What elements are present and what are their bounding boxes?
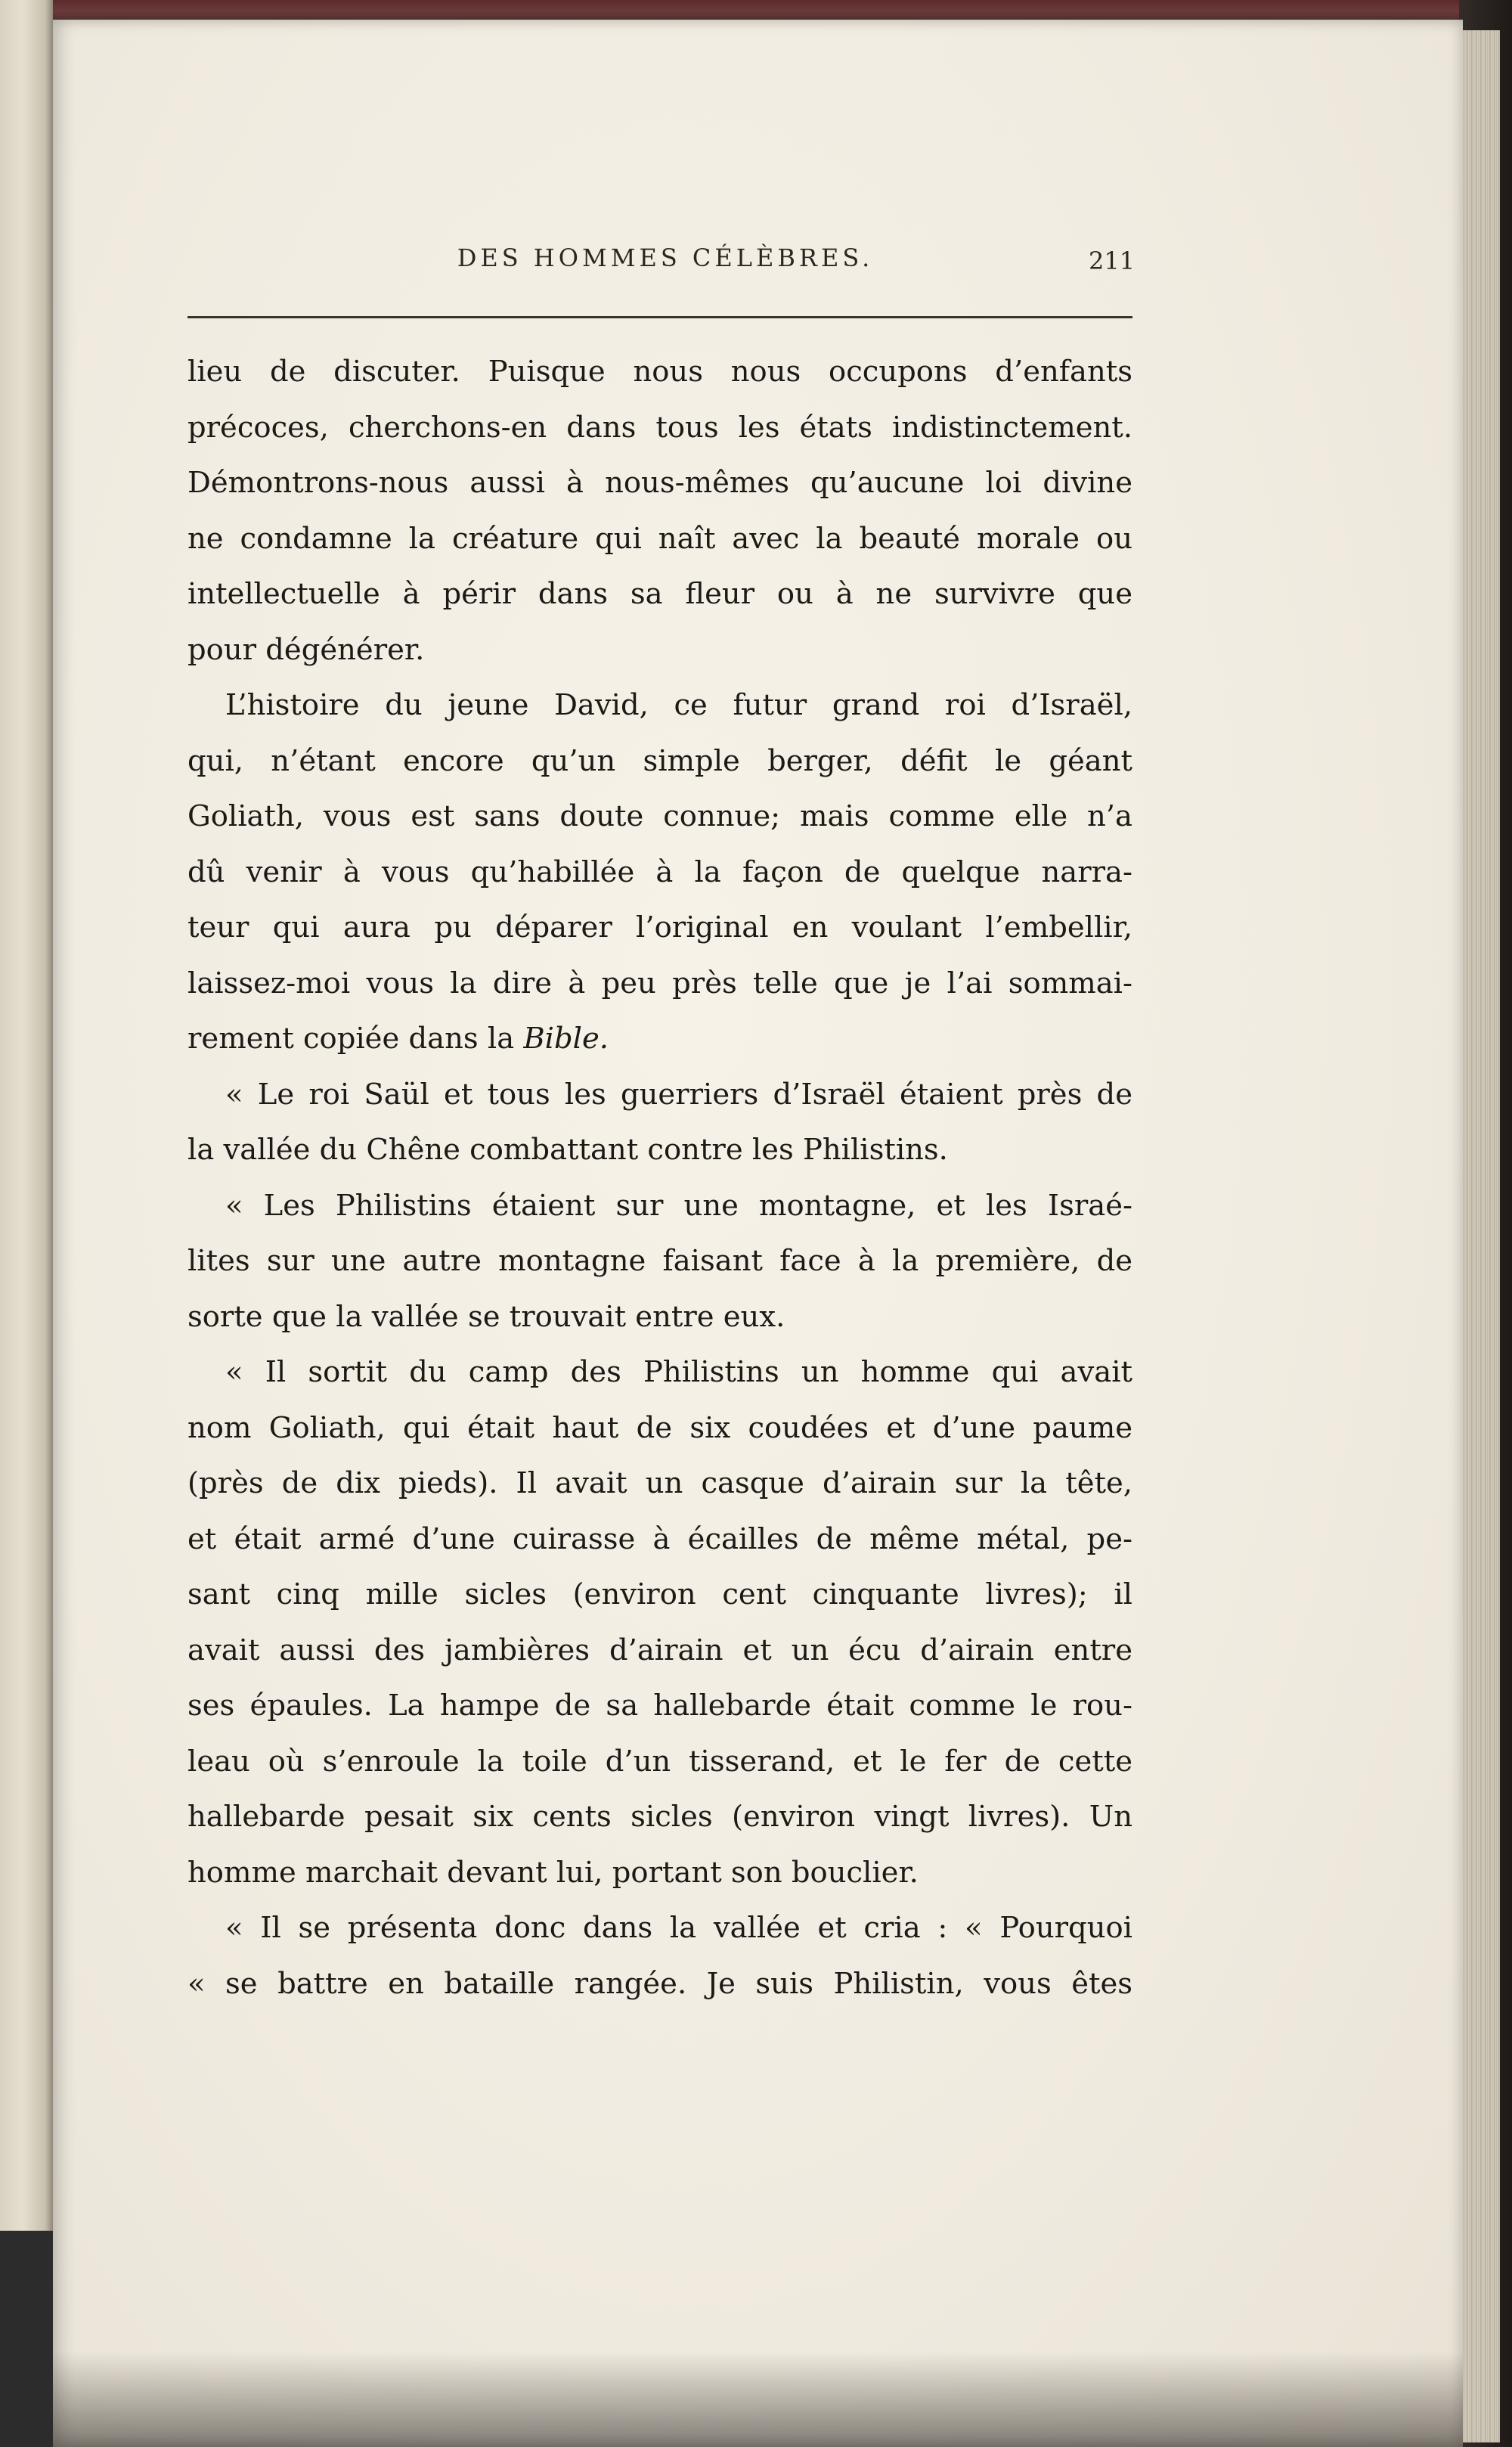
text-line: ne condamne la créature qui naît avec la beauté morale ou [187, 521, 1132, 556]
text-line: hallebarde pesait six cents sicles (environ vingt livres). Un [187, 1800, 1132, 1834]
text-line: intellectuelle à périr dans sa fleur ou à ne survivre que [187, 577, 1132, 611]
text-line: teur qui aura pu déparer l’original en voulant l’embellir, [187, 910, 1132, 944]
text-line: Goliath, vous est sans doute connue; mais comme elle n’a [187, 799, 1132, 833]
text-line: lieu de discuter. Puisque nous nous occupons d’enfants [187, 355, 1132, 389]
text-line: dû venir à vous qu’habillée à la façon de quelque narra- [187, 854, 1132, 889]
paragraph-start-line: « Les Philistins étaient sur une montagne, et les Israé- [225, 1188, 1132, 1223]
text-line: ses épaules. La hampe de sa hallebarde était comme le rou- [187, 1689, 1132, 1723]
text-line: Démontrons-nous aussi à nous-mêmes qu’aucune loi divine [187, 466, 1132, 500]
text-line: laissez-moi vous la dire à peu près telle que je l’ai sommai- [187, 966, 1132, 1000]
text-line-with-italic [187, 1011, 1132, 1067]
text-line: lites sur une autre montagne faisant face à la première, de [187, 1244, 1132, 1278]
text-line: leau où s’enroule la toile d’un tisserand, et le fer de cette [187, 1744, 1132, 1779]
text-fragment: rement copiée dans la [187, 1022, 524, 1056]
page-bottom-shadow [53, 2352, 1463, 2447]
body-text [187, 344, 1132, 2011]
page-number: 211 [1089, 247, 1136, 275]
text-line: « se battre en bataille rangée. Je suis Philistin, vous êtes [187, 1966, 1132, 2001]
facing-page-edge [0, 0, 53, 2447]
text-line: et était armé d’une cuirasse à écailles de même métal, pe- [187, 1521, 1132, 1556]
text-line: la vallée du Chêne combattant contre les Philistins. [187, 1133, 948, 1167]
text-line: pour dégénérer. [187, 632, 425, 667]
paragraph-start-line: « Il se présenta donc dans la vallée et cria : « Pourquoi [225, 1911, 1132, 1945]
paragraph-start-line: « Il sortit du camp des Philistins un homme qui avait [225, 1355, 1132, 1389]
paragraph-start-line: L’histoire du jeune David, ce futur grand roi d’Israël, [225, 688, 1132, 722]
text-line: qui, n’étant encore qu’un simple berger, défit le géant [187, 743, 1132, 778]
cover-board [0, 2231, 60, 2447]
text-line: avait aussi des jambières d’airain et un écu d’airain entre [187, 1633, 1132, 1667]
italic-title-bible: Bible. [523, 1022, 609, 1056]
header-rule [187, 316, 1132, 318]
paragraph-start-line: « Le roi Saül et tous les guerriers d’Israël étaient près de [225, 1077, 1132, 1112]
text-line: homme marchait devant lui, portant son bouclier. [187, 1855, 919, 1890]
text-line: sant cinq mille sicles (environ cent cinquante livres); il [187, 1577, 1132, 1611]
text-line: (près de dix pieds). Il avait un casque d’airain sur la tête, [187, 1466, 1132, 1500]
text-line: précoces, cherchons-en dans tous les états indistinctement. [187, 410, 1132, 445]
text-line: sorte que la vallée se trouvait entre eux. [187, 1299, 785, 1334]
text-line: nom Goliath, qui était haut de six coudées et d’une paume [187, 1410, 1132, 1445]
running-header-title: DES HOMMES CÉLÈBRES. [457, 243, 874, 272]
page-stack-edge [1461, 30, 1500, 2442]
